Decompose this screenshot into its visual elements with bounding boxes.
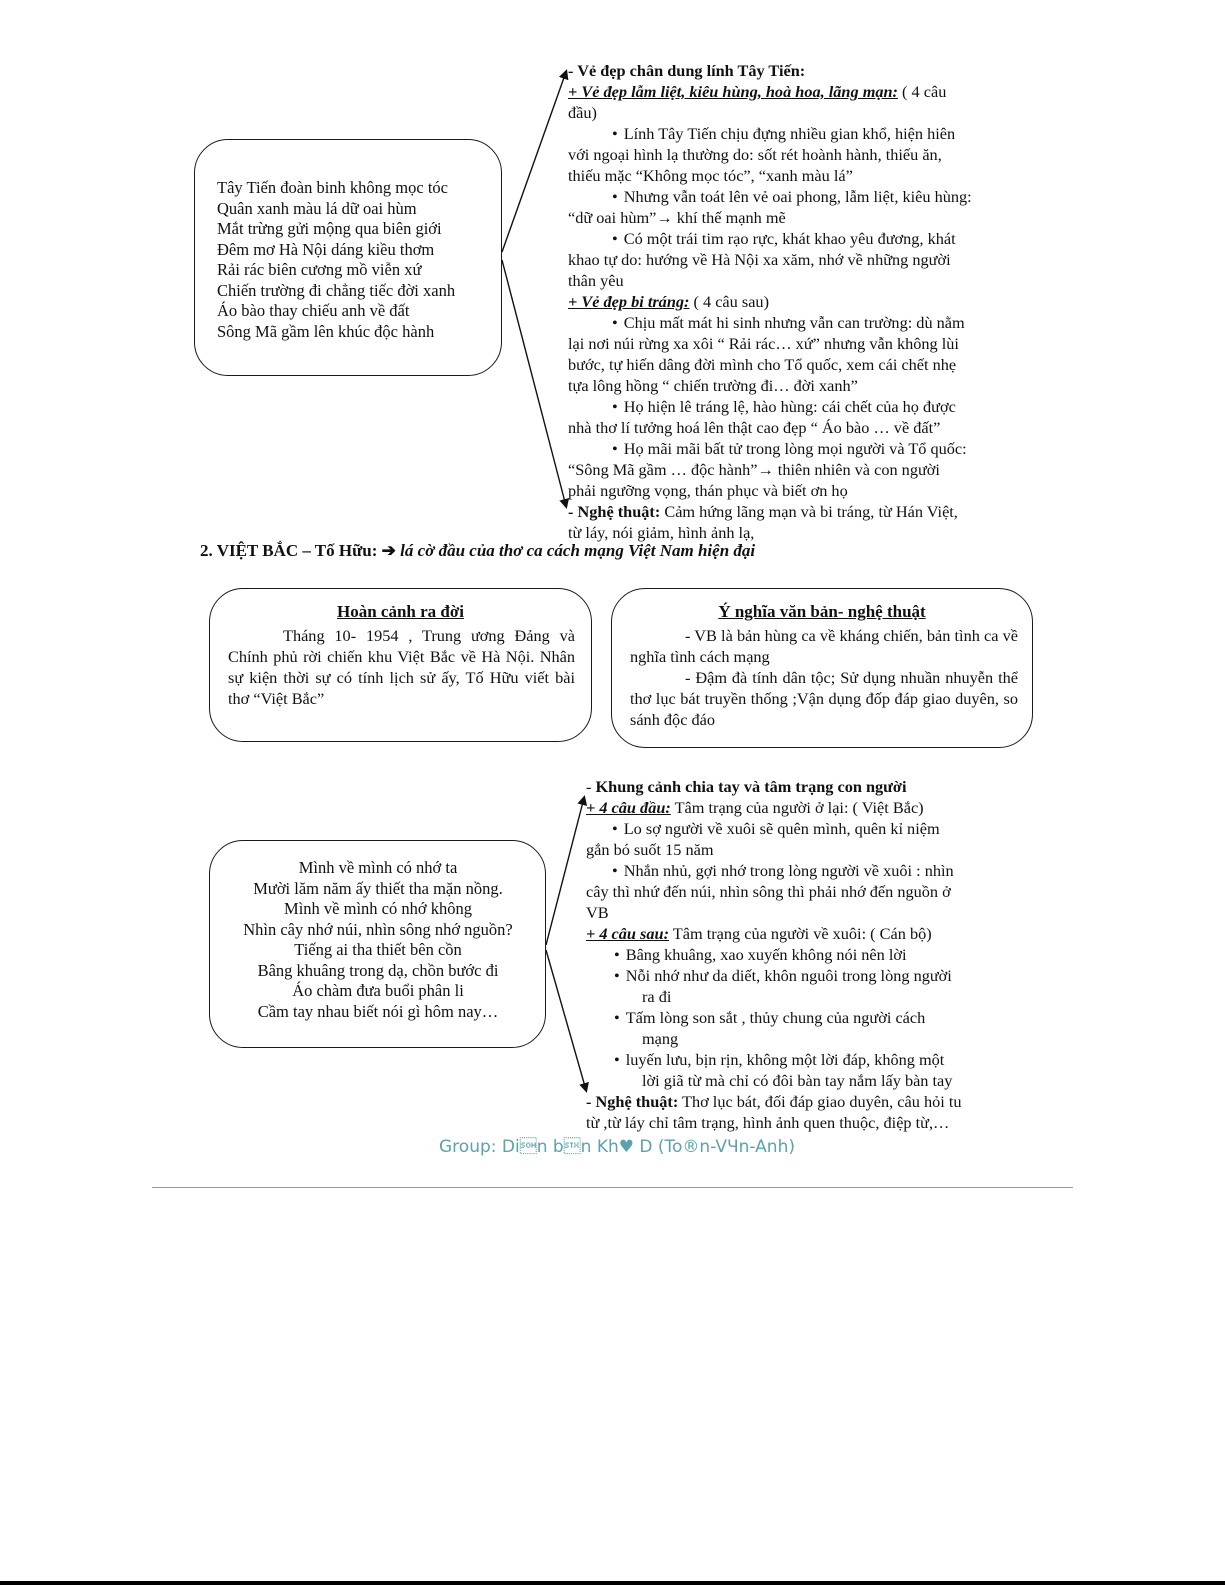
group-watermark: Group: Din bn Kh♥ D (To®n-VЧn-Anh): [439, 1137, 795, 1157]
art-label: - Nghệ thuật:: [568, 502, 661, 521]
arrow-up-icon: [502, 72, 566, 252]
box-title: Ý nghĩa văn bản- nghệ thuật: [718, 602, 926, 621]
arrow-down-icon: [502, 260, 566, 506]
context-box: [209, 588, 592, 742]
text-line: từ láy, nói giảm, hình ảnh lạ,: [568, 523, 755, 542]
analysis-heading: - Vẻ đẹp chân dung lính Tây Tiến:: [568, 61, 806, 80]
tay-tien-analysis: [568, 60, 1028, 543]
text-line: cây thì nhứ đến núi, nhìn sông thì phải nhớ đến nguồn ở: [586, 882, 951, 901]
text-line: tựa lông hồng “ chiến trường đi… đời xanh”: [568, 376, 858, 395]
text-line: lời giã từ mà chỉ có đôi bàn tay nắm lấy bàn tay: [642, 1071, 953, 1090]
section-title: 2. VIỆT BẮC – Tố Hữu:: [200, 541, 382, 560]
bullet-line: • Nỗi nhớ như da diết, khôn nguôi trong lòng người: [586, 965, 1026, 986]
box-title: Hoàn cảnh ra đời: [336, 602, 465, 621]
poem-line: Đêm mơ Hà Nội dáng kiều thơm: [217, 239, 435, 259]
poem-line: Mắt trừng gửi mộng qua biên giới: [217, 219, 442, 238]
text-line: khao tự do: hướng về Hà Nội xa xăm, nhớ về những người: [568, 250, 951, 269]
bullet-line: • luyến lưu, bịn rịn, không một lời đáp, không một: [586, 1049, 1026, 1070]
box-text: - Đậm đà tính dân tộc; Sử dụng nhuần nhuyễn thể thơ lục bát truyền thống ;Vận dụng đốp đáp giao duyên, so sánh độc đáo: [630, 668, 1018, 729]
subheading-note: ( 4 câu sau): [689, 292, 769, 311]
text-line: đầu): [568, 103, 597, 122]
poem-line: Mười lăm năm ấy thiết tha mặn nồng.: [253, 878, 503, 898]
bullet-line: • Chịu mất mát hi sinh nhưng vẫn can trường: dù nằm: [568, 312, 1028, 333]
poem-line: Rải rác biên cương mồ viễn xứ: [217, 260, 422, 279]
text-line: lại nơi núi rừng xa xôi “ Rải rác… xứ” nhưng vẫn không lùi: [568, 334, 959, 353]
poem-line: Chiến trường đi chẳng tiếc đời xanh: [217, 280, 456, 300]
art-label: - Nghệ thuật:: [586, 1092, 679, 1111]
poem-line: Mình về mình có nhớ ta: [298, 858, 458, 877]
text-line: thiếu mặc “Không mọc tóc”, “xanh màu lá”: [568, 166, 853, 185]
bullet-line: • Có một trái tim rạo rực, khát khao yêu đương, khát: [568, 228, 1028, 249]
poem-line: Mình về mình có nhớ không: [284, 899, 472, 918]
poem-viet-bac: [214, 858, 542, 1022]
bullet-line: • Nhắn nhủ, gợi nhớ trong lòng người về xuôi : nhìn: [586, 860, 1026, 881]
poem-line: Bâng khuâng trong dạ, chồn bước đi: [257, 960, 499, 980]
dash: -: [586, 777, 596, 796]
subheading-note: Tâm trạng của người ở lại: ( Việt Bắc): [670, 798, 924, 817]
viet-bac-analysis: [586, 776, 1026, 1133]
subheading: + 4 câu sau:: [586, 924, 670, 943]
poem-line: Sông Mã gầm lên khúc độc hành: [217, 321, 435, 341]
bullet-line: • Bâng khuâng, xao xuyến không nói nên lời: [586, 944, 1026, 965]
art-text: Cảm hứng lãng mạn và bi tráng, từ Hán Việt,: [660, 502, 958, 521]
poem-line: Tiếng ai tha thiết bên cồn: [294, 940, 462, 959]
text-line: từ ,từ láy chỉ tâm trạng, hình ảnh quen thuộc, điệp từ,…: [586, 1113, 950, 1132]
section-note: lá cờ đầu của thơ ca cách mạng Việt Nam hiện đại: [400, 541, 756, 560]
text-line: gắn bó suốt 15 năm: [586, 840, 714, 859]
subheading-note: Tâm trạng của người về xuôi: ( Cán bộ): [669, 924, 932, 943]
section-heading-viet-bac: [200, 541, 755, 561]
page-divider: [152, 1187, 1073, 1188]
box-text: - VB là bản hùng ca về kháng chiến, bản tình ca về nghĩa tình cách mạng: [630, 626, 1018, 666]
text-line: nhà thơ lí tưởng hoá lên thật cao đẹp “ Áo bào … về đất”: [568, 418, 941, 437]
meaning-box: [611, 588, 1033, 748]
poem-line: Quân xanh màu lá dữ oai hùm: [217, 198, 417, 218]
bullet-line: • Lính Tây Tiến chịu đựng nhiều gian khổ, hiện hiên: [568, 123, 1028, 144]
poem-line: Nhìn cây nhớ núi, nhìn sông nhớ nguồn?: [243, 919, 513, 939]
art-text: Thơ lục bát, đối đáp giao duyên, câu hỏi tu: [678, 1092, 962, 1111]
page-bottom-edge: [0, 1581, 1225, 1585]
bullet-line: • Nhưng vẫn toát lên vẻ oai phong, lẫm liệt, kiêu hùng:: [568, 186, 1028, 207]
text-line: VB: [586, 903, 609, 922]
arrow-down-icon: [546, 950, 586, 1090]
text-line: ra đi: [642, 987, 672, 1006]
bullet-line: • Họ mãi mãi bất tử trong lòng mọi người và Tổ quốc:: [568, 438, 1028, 459]
poem-line: Áo bào thay chiếu anh về đất: [217, 301, 410, 320]
text-line: phải ngưỡng vọng, thán phục và biết ơn họ: [568, 481, 848, 500]
poem-line: Tây Tiến đoàn binh không mọc tóc: [217, 178, 448, 197]
arrow-up-icon: [546, 798, 584, 945]
text-line: “dữ oai hùm”→ khí thế mạnh mẽ: [568, 208, 786, 227]
text-line: mạng: [642, 1029, 679, 1048]
bullet-line: • Họ hiện lê tráng lệ, hào hùng: cái chết của họ được: [568, 396, 1028, 417]
subheading: + Vẻ đẹp bi tráng:: [568, 292, 690, 311]
text-line: thân yêu: [568, 271, 624, 290]
analysis-heading: Khung cảnh chia tay và tâm trạng con người: [595, 777, 907, 796]
text-line: bước, tự hiến dâng đời mình cho Tổ quốc, xem cái chết nhẹ: [568, 355, 957, 374]
text-line: “Sông Mã gầm … độc hành”→ thiên nhiên và con người: [568, 460, 940, 479]
poem-line: Cầm tay nhau biết nói gì hôm nay…: [257, 1001, 499, 1021]
poem-line: Áo chàm đưa buổi phân li: [292, 981, 464, 1000]
subheading-note: ( 4 câu: [897, 82, 947, 101]
bullet-line: • Lo sợ người về xuôi sẽ quên mình, quên kỉ niệm: [586, 818, 1026, 839]
arrow-right-icon: ➔: [381, 541, 401, 560]
text-line: với ngoại hình lạ thường do: sốt rét hoành hành, thiếu ăn,: [568, 145, 942, 164]
box-text: Tháng 10- 1954 , Trung ương Đảng và Chính phủ rời chiến khu Việt Bắc về Hà Nội. Nhân sự kiện thời sự có tính lịch sử ấy, Tố Hữu viết bài thơ “Việt Bắc”: [228, 626, 575, 708]
subheading: + 4 câu đầu:: [586, 798, 671, 817]
bullet-line: • Tấm lòng son sắt , thủy chung của người cách: [586, 1007, 1026, 1028]
subheading: + Vẻ đẹp lẫm liệt, kiêu hùng, hoà hoa, lãng mạn:: [568, 82, 898, 101]
